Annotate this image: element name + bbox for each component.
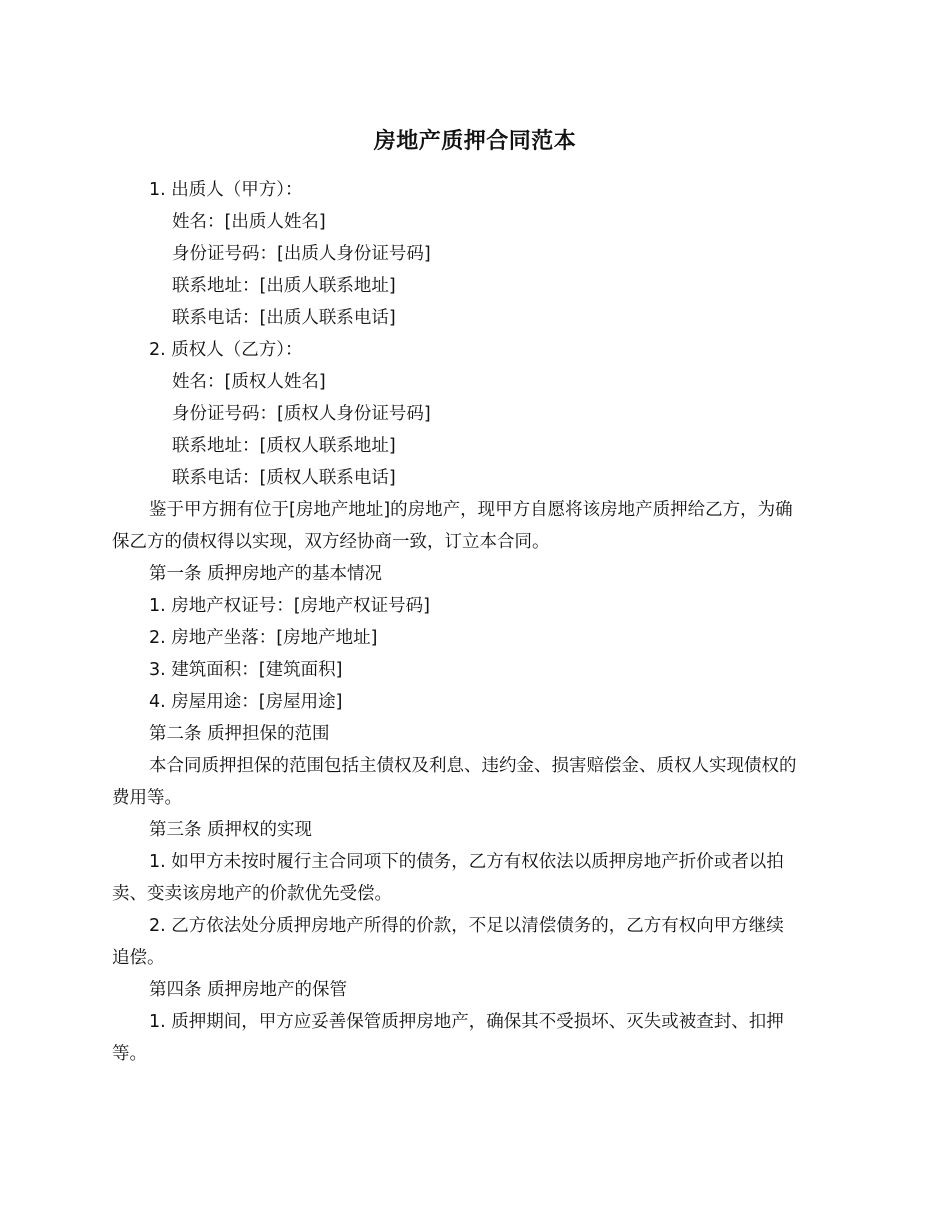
pledgee-heading: 2. 质权人（乙方）：: [149, 340, 303, 360]
pledgee-phone: 联系电话：[质权人联系电话]: [172, 468, 396, 488]
article1-item: 3. 建筑面积：[建筑面积]: [149, 660, 343, 680]
preamble-line-1: 鉴于甲方拥有位于[房地产地址]的房地产，现甲方自愿将该房地产质押给乙方，为确: [149, 500, 793, 520]
pledgor-name: 姓名：[出质人姓名]: [172, 212, 326, 232]
pledgor-id-number: 身份证号码：[出质人身份证号码]: [172, 244, 431, 264]
pledgor-address: 联系地址：[出质人联系地址]: [172, 276, 396, 296]
article1-item: 4. 房屋用途：[房屋用途]: [149, 692, 343, 712]
pledgee-name: 姓名：[质权人姓名]: [172, 372, 326, 392]
article3-heading: 第三条 质押权的实现: [149, 820, 313, 840]
article2-heading: 第二条 质押担保的范围: [149, 724, 330, 744]
article1-heading: 第一条 质押房地产的基本情况: [149, 564, 383, 584]
article1-item: 1. 房地产权证号：[房地产权证号码]: [149, 596, 430, 616]
pledgor-heading: 1. 出质人（甲方）：: [149, 180, 303, 200]
document-title: 房地产质押合同范本: [373, 129, 577, 154]
preamble-line-2: 保乙方的债权得以实现，双方经协商一致，订立本合同。: [112, 532, 550, 552]
article2-text-line-2: 费用等。: [112, 788, 182, 808]
pledgor-phone: 联系电话：[出质人联系电话]: [172, 308, 396, 328]
pledgee-id-number: 身份证号码：[质权人身份证号码]: [172, 404, 431, 424]
article2-text-line-1: 本合同质押担保的范围包括主债权及利息、违约金、损害赔偿金、质权人实现债权的: [149, 756, 797, 776]
article3-item2-line-1: 2. 乙方依法处分质押房地产所得的价款，不足以清偿债务的，乙方有权向甲方继续: [149, 916, 784, 936]
document-body: [112, 174, 840, 1070]
article4-item1-line-1: 1. 质押期间，甲方应妥善保管质押房地产，确保其不受损坏、灭失或被查封、扣押: [149, 1012, 784, 1032]
article4-item1-line-2: 等。: [112, 1044, 147, 1064]
article4-heading: 第四条 质押房地产的保管: [149, 980, 348, 1000]
article1-item: 2. 房地产坐落：[房地产地址]: [149, 628, 378, 648]
article3-item1-line-1: 1. 如甲方未按时履行主合同项下的债务，乙方有权依法以质押房地产折价或者以拍: [149, 852, 784, 872]
article3-item2-line-2: 追偿。: [112, 948, 165, 968]
article3-item1-line-2: 卖、变卖该房地产的价款优先受偿。: [112, 884, 392, 904]
pledgee-address: 联系地址：[质权人联系地址]: [172, 436, 396, 456]
